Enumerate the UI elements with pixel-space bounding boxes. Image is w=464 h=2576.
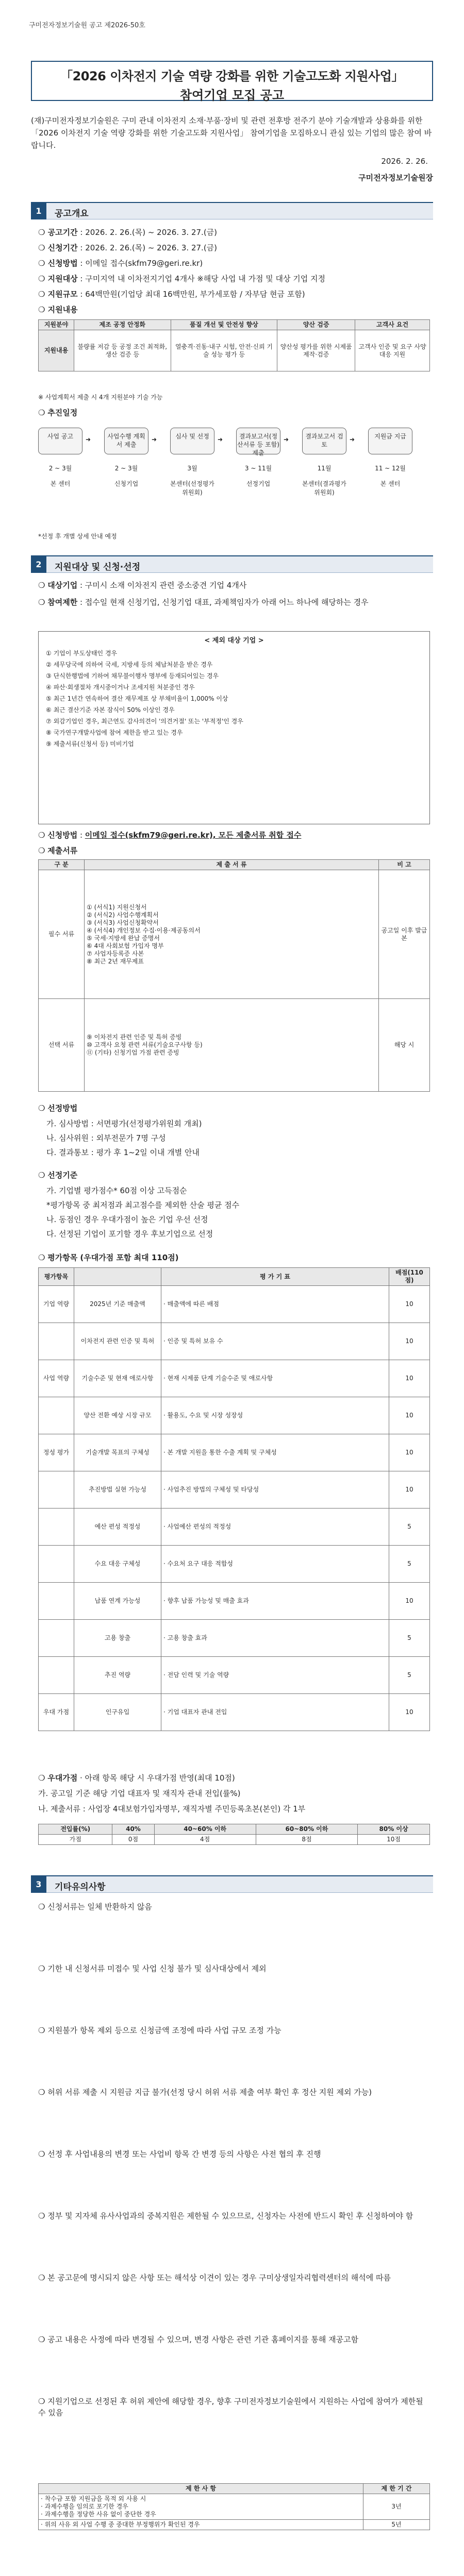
eval-points: 10 [389, 1694, 430, 1731]
bonus-line: · 아래 항목 해당 시 우대가점 반영(최대 10점) [79, 1773, 235, 1783]
bonus-title-row: ❍ 우대가점 · 아래 항목 해당 시 우대가점 반영(최대 10점) [38, 1773, 235, 1783]
eval-group [39, 1583, 74, 1620]
eval-criteria: · 고용 창출 효과 [161, 1620, 389, 1657]
th-docs-note: 비 고 [379, 860, 430, 870]
eval-criteria: · 활용도, 수요 및 시장 성장성 [161, 1397, 389, 1434]
note-item: ❍ 지원기업으로 선정된 후 허위 제안에 해당할 경우, 향후 구미전자정보기술원에서 지원하는 사업에 참여가 제한될 수 있음 [38, 2397, 423, 2417]
eval-criteria: · 인증 및 특허 보유 수 [161, 1323, 389, 1360]
criteria-line: 나. 동점인 경우 우대가점이 높은 기업 우선 선정 [46, 1215, 208, 1224]
eval-criteria: · 본 개발 지원을 통한 수출 계획 및 구체성 [161, 1434, 389, 1471]
restrict-item: ② 세무당국에 의하여 국세, 지방세 등의 체납처분을 받은 경우 [46, 661, 213, 668]
th-limit: 제 한 사 항 [39, 2484, 363, 2494]
eval-criteria: · 매출액에 따른 배점 [161, 1286, 389, 1323]
notice-number: 구미전자정보기술원 공고 제2026-50호 [29, 22, 145, 29]
note-item: ❍ 본 공고문에 명시되지 않은 사항 또는 해석상 이견이 있는 경우 구미상생일자리협력센터의 해석에 따름 [38, 2273, 391, 2282]
limit-c1: · 착수금 포함 지원금을 목적 외 사용 시 · 과제수행을 임의로 포기한 경우 · 과제수행을 정당한 사유 없이 중단한 경우 [39, 2494, 363, 2520]
eval-points: 10 [389, 1360, 430, 1397]
bonus-h4: 80% 이상 [358, 1824, 430, 1835]
eval-criteria: · 전담 인력 및 기술 역량 [161, 1657, 389, 1694]
bonus-h3: 60~80% 이하 [256, 1824, 357, 1835]
eval-group [39, 1323, 74, 1360]
stage-org: 본센터(선정평가위원회) [170, 480, 214, 496]
note-item: ❍ 허위 서류 제출 시 지원금 지급 불가(선정 당시 허위 서류 제출 여부 확인 후 정산 지원 제외 가능) [38, 2088, 372, 2097]
overview-item [38, 242, 430, 253]
eval-sub: 인구유입 [74, 1694, 161, 1731]
note-item: ❍ 공고 내용은 사정에 따라 변경될 수 있으며, 변경 사항은 관련 기관 홈페이지를 통해 재공고함 [38, 2335, 359, 2344]
eval-sub: 고용 창출 [74, 1620, 161, 1657]
target-row: ❍ 대상기업 : 구미시 소재 이차전지 관련 중소중견 기업 4개사 [38, 581, 247, 590]
eval-points: 10 [389, 1397, 430, 1434]
eval-points: 5 [389, 1546, 430, 1583]
note-item: ❍ 신청서류는 일체 반환하지 않음 [38, 1902, 152, 1911]
eval-points: 5 [389, 1509, 430, 1546]
target-text: 구미시 소재 이차전지 관련 중소중견 기업 4개사 [85, 581, 247, 590]
eval-sub: 예산 편성 적정성 [74, 1509, 161, 1546]
stage-date: 11월 [317, 465, 332, 472]
overview-value: : 이메일 접수(skfm79@geri.re.kr) [77, 259, 203, 268]
restrict-item: ⑥ 최근 결산기준 자본 잠식이 50% 이상인 경우 [46, 706, 175, 714]
stage-box: 결과보고서(정산서류 등 포함)제출 [236, 428, 280, 454]
eval-sub: 추진방법 실현 가능성 [74, 1471, 161, 1509]
eval-group [39, 1397, 74, 1434]
eval-sub: 기술개발 목표의 구체성 [74, 1434, 161, 1471]
stage-date: 3 ~ 11월 [244, 465, 272, 472]
eval-points: 10 [389, 1471, 430, 1509]
arrow-icon: ➜ [284, 436, 289, 443]
restrict-item: ① 기업이 부도상태인 경우 [46, 650, 118, 657]
cell-3: 양산성 평가를 위한 시제품 제작·검증 [277, 330, 355, 371]
note-item: ❍ 정부 및 지자체 유사사업과의 중복지원은 제한될 수 있으므로, 신청자는 사전에 반드시 확인 후 신청하여야 함 [38, 2211, 413, 2221]
restrict-item: ⑧ 국가연구개발사업에 참여 제한을 받고 있는 경우 [46, 729, 183, 736]
eval-row [39, 1434, 430, 1471]
eval-criteria: · 사업예산 편성의 적정성 [161, 1509, 389, 1546]
th-eval-group: 평가항목 [39, 1268, 74, 1286]
eval-group [39, 1620, 74, 1657]
eval-row [39, 1471, 430, 1509]
section-number: 2 [31, 556, 46, 573]
restrict-box [38, 631, 430, 824]
section-label: 지원대상 및 신청·선정 [55, 562, 141, 572]
eval-group: 기업 역량 [39, 1286, 74, 1323]
bonus-a: 가. 공고일 기준 해당 기업 대표자 및 재직자 관내 전입(률%) [38, 1789, 241, 1798]
eval-row [39, 1694, 430, 1731]
th-eval-sub [74, 1268, 161, 1286]
restrict-list [39, 645, 429, 753]
section-number: 3 [31, 1876, 46, 1893]
eval-points: 10 [389, 1323, 430, 1360]
eval-row [39, 1323, 430, 1360]
eval-title-row: ❍ 평가항목 (우대가점 포함 최대 110점) [38, 1253, 179, 1262]
overview-item [38, 258, 430, 269]
select-line: 다. 결과통보 : 평가 후 1~2일 이내 개별 안내 [46, 1148, 200, 1157]
limit-table [38, 2483, 430, 2530]
overview-item [38, 227, 430, 238]
eval-points: 5 [389, 1620, 430, 1657]
eval-row [39, 1286, 430, 1323]
section-2-header [31, 555, 433, 573]
note-item: ❍ 기한 내 신청서류 미접수 및 사업 신청 불가 및 심사대상에서 제외 [38, 1964, 267, 1973]
eval-row [39, 1583, 430, 1620]
eval-points: 10 [389, 1286, 430, 1323]
bonus-v3: 8점 [256, 1835, 357, 1845]
bonus-table [38, 1824, 430, 1845]
eval-criteria: · 향후 납품 가능성 및 매출 효과 [161, 1583, 389, 1620]
eval-row [39, 1620, 430, 1657]
th-col3: 양산 검증 [277, 320, 355, 330]
bonus-h1: 40% [112, 1824, 154, 1835]
docs-title-row: ❍ 제출서류 [38, 846, 78, 855]
procedure-title: 추진일정 [47, 408, 78, 417]
eval-points: 10 [389, 1583, 430, 1620]
cell-2: 열충격·진동·내구 시험, 안전·신뢰 기술 성능 평가 등 [171, 330, 277, 371]
criteria-line: 다. 선정된 기업이 포기할 경우 후보기업으로 선정 [46, 1229, 213, 1239]
docs-cat-2: 선택 서류 [39, 999, 85, 1092]
th-col2: 품질 개선 및 안전성 향상 [171, 320, 277, 330]
stage-box: 심사 및 선정 [170, 428, 214, 454]
eval-table [38, 1267, 430, 1731]
stage-box: 사업수행 계획서 제출 [104, 428, 148, 454]
bonus-v1: 0점 [112, 1835, 154, 1845]
bonus-h2: 40~60% 이하 [154, 1824, 256, 1835]
stage-date: 11 ~ 12월 [375, 465, 406, 472]
section-label: 기타유의사항 [55, 1882, 106, 1892]
arrow-icon: ➜ [152, 436, 157, 443]
th-limit-period: 제 한 기 간 [363, 2484, 430, 2494]
cell-4: 고객사 인증 및 요구 사양 대응 지원 [355, 330, 429, 371]
eval-sub: 양산 전환 예상 시장 규모 [74, 1397, 161, 1434]
th-support-field: 지원분야 [39, 320, 74, 330]
th-eval-points: 배점(110점) [389, 1268, 430, 1286]
note-item: ❍ 지원불가 항목 제외 등으로 신청금액 조정에 따라 사업 규모 조정 가능 [38, 2026, 281, 2035]
th-eval-criteria: 평 가 기 표 [161, 1268, 389, 1286]
table-footnote: ※ 사업계획서 제출 시 4개 지원분야 기술 가능 [38, 394, 163, 401]
select-title-row: ❍ 선정방법 [38, 1104, 78, 1113]
overview-key: ❍ 지원규모 [38, 290, 78, 299]
restrict-row: ❍ 참여제한 : 접수일 현재 신청기업, 신청기업 대표, 과제책임자가 아래 어느 하나에 해당하는 경우 [38, 598, 369, 607]
apply-text: 이메일 접수(skfm79@geri.re.kr), 모든 제출서류 취합 접수 [85, 831, 302, 840]
eval-group: 우대 가점 [39, 1694, 74, 1731]
note-item: ❍ 선정 후 사업내용의 변경 또는 사업비 항목 간 변경 등의 사항은 사전 협의 후 진행 [38, 2149, 321, 2159]
eval-points: 10 [389, 1434, 430, 1471]
title-line1: 「2026 이차전지 기술 역량 강화를 위한 기술고도화 지원사업」 [60, 69, 404, 83]
section-1-header [31, 202, 433, 219]
eval-group: 사업 역량 [39, 1360, 74, 1397]
restrict-item: ⑤ 최근 1년간 연속하여 결산 재무제표 상 부채비율이 1,000% 이상 [46, 695, 228, 702]
section-3-header [31, 1875, 433, 1893]
restrict-item: ⑦ 외감기업인 경우, 최근연도 감사의견이 '의견거절' 또는 '부적정'인 경우 [46, 718, 243, 725]
eval-sub: 수요 대응 구체성 [74, 1546, 161, 1583]
eval-sub: 이차전지 관련 인증 및 특허 [74, 1323, 161, 1360]
stage-date: 3월 [187, 465, 197, 472]
eval-group [39, 1471, 74, 1509]
restrict-title: < 제외 대상 기업 > [204, 637, 264, 645]
eval-group [39, 1657, 74, 1694]
overview-key: ❍ 지원내용 [38, 305, 78, 314]
bonus-title: 우대가점 [47, 1773, 78, 1783]
eval-row [39, 1657, 430, 1694]
stage-org: 본센터(결과평가위원회) [302, 480, 346, 496]
overview-key: ❍ 신청방법 [38, 259, 78, 268]
stage-box: 지원금 지급 [368, 428, 412, 454]
th-col1: 제조 공정 안정화 [74, 320, 171, 330]
bonus-v2: 4점 [154, 1835, 256, 1845]
title-line2: 참여기업 모집 공고 [179, 88, 285, 103]
limit-p1: 3년 [363, 2494, 430, 2520]
overview-key: ❍ 지원대상 [38, 274, 78, 283]
stage-org: 신청기업 [114, 480, 139, 487]
restrict-item: ⑨ 제출서류(신청서 등) 미비기업 [46, 740, 134, 748]
eval-sub: 납품 연계 가능성 [74, 1583, 161, 1620]
overview-item [38, 304, 430, 315]
stage-box: 결과보고서 검토 [302, 428, 346, 454]
eval-group: 정성 평가 [39, 1434, 74, 1471]
stage-date: 2 ~ 3월 [48, 465, 72, 472]
limit-p2: 5년 [363, 2520, 430, 2530]
overview-key: ❍ 신청기간 [38, 243, 78, 252]
section-number: 1 [31, 203, 46, 219]
overview-value: : 64백만원(기업당 최대 16백만원, 부가세포함 / 자부담 현금 포함) [77, 290, 305, 299]
criteria-line: *평가항목 중 최저점과 최고점수를 제외한 산술 평균 점수 [46, 1200, 240, 1210]
select-line: 가. 심사방법 : 서면평가(선정평가위원회 개최) [46, 1119, 202, 1128]
overview-key: ❍ 공고기간 [38, 228, 78, 237]
overview-item [38, 273, 430, 284]
th-docs-cat: 구 분 [39, 860, 85, 870]
criteria-line: 가. 기업별 평가점수* 60점 이상 고득점순 [46, 1186, 187, 1195]
th-docs-list: 제 출 서 류 [85, 860, 379, 870]
stage-org: 본 센터 [50, 480, 71, 487]
eval-row [39, 1360, 430, 1397]
bonus-h0: 전입률(%) [39, 1824, 112, 1835]
criteria-title-row: ❍ 선정기준 [38, 1171, 78, 1180]
section-label: 공고개요 [55, 209, 89, 219]
title-box [31, 61, 433, 101]
stage-org: 본 센터 [380, 480, 401, 487]
stage-date: 2 ~ 3월 [114, 465, 138, 472]
overview-value: : 구미지역 내 이차전지기업 4개사 ※해당 사업 내 가점 및 대상 기업 지정 [77, 274, 326, 283]
th-col4: 고객사 요건 [355, 320, 429, 330]
limit-c2: · 위의 사유 외 사업 수행 중 중대한 부정행위가 확인된 경우 [39, 2520, 363, 2530]
stage-org: 선정기업 [246, 480, 271, 487]
row-head: 지원내용 [39, 330, 74, 371]
bonus-b: 나. 제출서류 : 사업장 4대보험가입자명부, 재직자별 주민등록초본(본인) 각 1부 [38, 1804, 306, 1814]
eval-row [39, 1546, 430, 1583]
eval-criteria: · 기업 대표자 관내 전입 [161, 1694, 389, 1731]
eval-row [39, 1397, 430, 1434]
select-line: 나. 심사위원 : 외부전문가 7명 구성 [46, 1133, 166, 1143]
support-table [38, 319, 430, 371]
restrict-item: ④ 파산·회생절차 개시중이거나 조세지원 처분중인 경우 [46, 684, 195, 691]
arrow-icon: ➜ [350, 436, 355, 443]
docs-table [38, 859, 430, 1092]
eval-row [39, 1509, 430, 1546]
eval-points: 5 [389, 1657, 430, 1694]
docs-list-2: ⑨ 이차전지 관련 인증 및 특허 증빙 ⑩ 고객사 요청 관련 서류(기술요구사항 등) ⑪ (기타) 신청기업 가점 관련 증빙 [85, 999, 379, 1092]
procedure-note: *선정 후 개별 상세 안내 예정 [38, 533, 117, 540]
eval-group [39, 1546, 74, 1583]
eval-criteria: · 수요처 요구 대응 적합성 [161, 1546, 389, 1583]
criteria-title: 선정기준 [47, 1171, 78, 1180]
docs-list-1: ① (서식1) 지원신청서 ② (서식2) 사업수행계획서 ③ (서식3) 사업신청확약서 ④ (서식4) 개인정보 수집·이용·제공동의서 ⑤ 국세·지방세 완납 증명서 ⑥ 4대 사회보험 가입자 명부 ⑦ 사업자등록증 사본 ⑧ 최근 2년 재무제표 [85, 870, 379, 999]
cell-1: 불량률 저감 등 공정 조건 최적화, 생산 검증 등 [74, 330, 171, 371]
restrict-item: ③ 단식한행법에 기하여 채무불이행자 명부에 등재되어있는 경우 [46, 672, 219, 680]
eval-criteria: · 현재 시제품 단계 기술수준 및 애로사항 [161, 1360, 389, 1397]
docs-note-2: 해당 시 [379, 999, 430, 1092]
eval-sub: 기술수준 및 현재 애로사항 [74, 1360, 161, 1397]
docs-note-1: 공고일 이후 발급본 [379, 870, 430, 999]
docs-title: 제출서류 [47, 846, 78, 855]
bonus-v0: 가점 [39, 1835, 112, 1845]
stage-box: 사업 공고 [38, 428, 82, 454]
eval-sub: 추진 역량 [74, 1657, 161, 1694]
docs-cat-1: 필수 서류 [39, 870, 85, 999]
notice-date: 2026. 2. 26. [381, 157, 428, 166]
bonus-v4: 10점 [358, 1835, 430, 1845]
eval-group [39, 1509, 74, 1546]
intro-text: (재)구미전자정보기술원은 구미 관내 이차전지 소재·부품·장비 및 관련 전후방 전주기 분야 기술개발과 상용화를 위한 「2026 이차전지 기술 역량 강화를 위한 기술고도화 지원사업」 참여기업을 모집하오니 관심 있는 기업의 많은 참여 바랍니다. [31, 116, 432, 150]
arrow-icon: ➜ [86, 436, 91, 443]
overview-value: : 2026. 2. 26.(목) ~ 2026. 3. 27.(금) [77, 228, 218, 237]
apply-row: ❍ 신청방법 : 이메일 접수(skfm79@geri.re.kr), 모든 제출서류 취합 접수 [38, 831, 302, 840]
eval-criteria: · 사업추진 방법의 구체성 및 타당성 [161, 1471, 389, 1509]
overview-value: : 2026. 2. 26.(목) ~ 2026. 3. 27.(금) [77, 243, 218, 252]
arrow-icon: ➜ [218, 436, 223, 443]
eval-sub: 2025년 기준 매출액 [74, 1286, 161, 1323]
restrict-text: 접수일 현재 신청기업, 신청기업 대표, 과제책임자가 아래 어느 하나에 해당하는 경우 [85, 598, 369, 607]
select-title: 선정방법 [47, 1104, 78, 1113]
procedure-title-row: ❍ 추진일정 [38, 408, 78, 417]
overview-item [38, 289, 430, 300]
eval-title: 평가항목 (우대가점 포함 최대 110점) [47, 1253, 179, 1262]
issuing-org: 구미전자정보기술원장 [358, 173, 433, 182]
